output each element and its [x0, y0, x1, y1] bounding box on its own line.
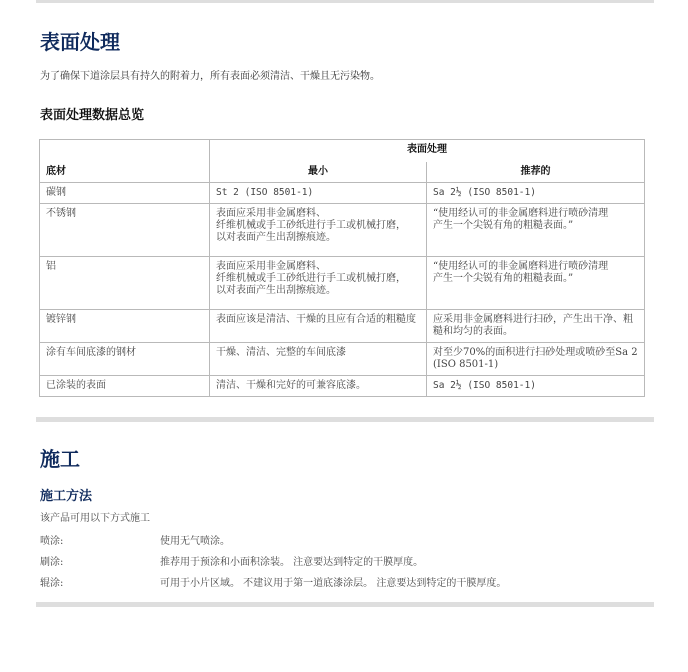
header-substrate: 底材: [40, 140, 210, 183]
cell-recommended: Sa 2½ (ISO 8501-1): [427, 183, 645, 204]
cell-minimum: 表面应采用非金属磨料、 纤维机械或手工砂纸进行手工或机械打磨， 以对表面产生出刮擦痕迹。: [210, 257, 427, 310]
cell-substrate: 已涂装的表面: [40, 376, 210, 397]
table-row: [40, 310, 645, 343]
surface-prep-table: [39, 139, 645, 397]
cell-recommended: 应采用非金属磨料进行扫砂，产生出干净、粗糙和均匀的表面。: [427, 310, 645, 343]
application-intro: 该产品可用以下方式施工: [40, 513, 150, 524]
table-row: [40, 204, 645, 257]
table-row: [40, 343, 645, 376]
top-divider: [36, 0, 654, 3]
cell-minimum: 清洁、干燥和完好的可兼容底漆。: [210, 376, 427, 397]
method-value: 使用无气喷涂。: [160, 536, 230, 547]
cell-recommended: “使用经认可的非金属磨料进行喷砂清理 产生一个尖锐有角的粗糙表面。”: [427, 204, 645, 257]
overview-title: 表面处理数据总览: [40, 108, 145, 123]
cell-substrate: 涂有车间底漆的钢材: [40, 343, 210, 376]
surface-prep-title: 表面处理: [40, 30, 120, 54]
method-value: 可用于小片区域。 不建议用于第一道底漆涂层。 注意要达到特定的干膜厚度。: [160, 578, 507, 589]
header-recommended: 推荐的: [427, 162, 645, 183]
cell-substrate: 不锈钢: [40, 204, 210, 257]
cell-substrate: 碳钢: [40, 183, 210, 204]
application-title: 施工: [40, 447, 80, 471]
method-label: 辊涂:: [40, 578, 64, 589]
header-surface-prep-group: 表面处理: [210, 140, 645, 163]
application-methods-title: 施工方法: [40, 489, 93, 504]
cell-recommended: “使用经认可的非金属磨料进行喷砂清理 产生一个尖锐有角的粗糙表面。”: [427, 257, 645, 310]
cell-minimum: 表面应该是清洁、干燥的且应有合适的粗糙度: [210, 310, 427, 343]
method-value: 推荐用于预涂和小面积涂装。 注意要达到特定的干膜厚度。: [160, 557, 424, 568]
bottom-divider: [36, 602, 654, 607]
cell-recommended: Sa 2½ (ISO 8501-1): [427, 376, 645, 397]
method-label: 刷涂:: [40, 557, 64, 568]
method-label: 喷涂:: [40, 536, 64, 547]
cell-minimum: 干燥、清洁、完整的车间底漆: [210, 343, 427, 376]
header-minimum: 最小: [210, 162, 427, 183]
table-row: [40, 376, 645, 397]
cell-substrate: 镀锌钢: [40, 310, 210, 343]
table-row: [40, 183, 645, 204]
table-row: [40, 257, 645, 310]
cell-minimum: 表面应采用非金属磨料、 纤维机械或手工砂纸进行手工或机械打磨， 以对表面产生出刮擦痕迹。: [210, 204, 427, 257]
surface-prep-intro: 为了确保下道涂层具有持久的附着力，所有表面必须清洁、干燥且无污染物。: [40, 71, 380, 82]
cell-minimum: St 2 (ISO 8501-1): [210, 183, 427, 204]
cell-substrate: 铝: [40, 257, 210, 310]
section-divider: [36, 417, 654, 422]
cell-recommended: 对至少70%的面积进行扫砂处理或喷砂至Sa 2 (ISO 8501-1): [427, 343, 645, 376]
